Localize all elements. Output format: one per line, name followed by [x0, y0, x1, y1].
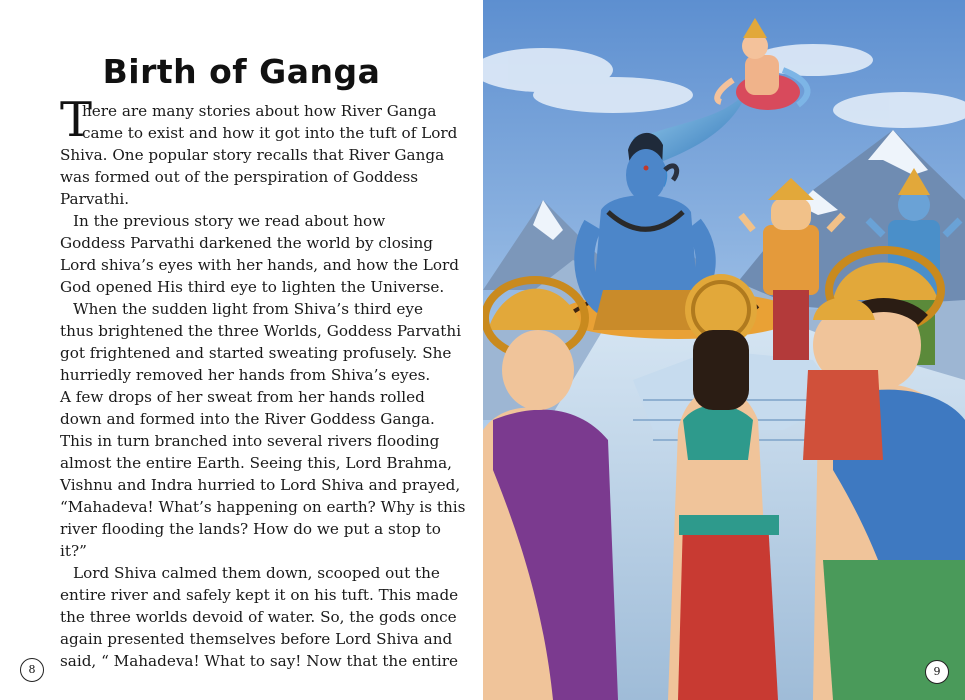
- text-line: Lord shiva’s eyes with her hands, and how the Lord: [60, 256, 459, 274]
- page-number-right: 9: [925, 660, 949, 684]
- text-line: Lord Shiva calmed them down, scooped out the: [73, 564, 440, 582]
- text-line: A few drops of her sweat from her hands rolled: [60, 388, 425, 406]
- text-line: came to exist and how it got into the tuft of Lord: [82, 124, 458, 142]
- text-line: thus brightened the three Worlds, Goddess Parvathi: [60, 322, 462, 340]
- text-line: “Mahadeva! What’s happening on earth? Why is this: [60, 498, 466, 516]
- chapter-title: Birth of Ganga: [102, 52, 381, 91]
- text-line: Goddess Parvathi darkened the world by closing: [60, 234, 434, 252]
- text-line: Vishnu and Indra hurried to Lord Shiva and prayed,: [60, 476, 461, 494]
- text-line: entire river and safely kept it on his tuft. This made: [60, 586, 459, 604]
- text-line: hurriedly removed her hands from Shiva’s eyes.: [60, 366, 431, 384]
- text-line: again presented themselves before Lord Shiva and: [60, 630, 453, 648]
- text-line: was formed out of the perspiration of Goddess: [60, 168, 419, 186]
- text-line: it?”: [60, 542, 87, 560]
- story-text: [60, 92, 466, 672]
- text-line: Parvathi.: [60, 190, 130, 208]
- text-line: river flooding the lands? How do we put a stop to: [60, 520, 441, 538]
- text-line: In the previous story we read about how: [73, 212, 386, 230]
- text-line: down and formed into the River Goddess Ganga.: [60, 410, 435, 428]
- text-line: almost the entire Earth. Seeing this, Lord Brahma,: [60, 454, 452, 472]
- text-line: said, “ Mahadeva! What to say! Now that the entire: [60, 652, 459, 670]
- text-line: When the sudden light from Shiva’s third eye: [73, 300, 423, 318]
- text-line-content: here are many stories about how River Ganga: [82, 102, 437, 120]
- right-page: [483, 0, 965, 700]
- illustration-shiva-ganga: [483, 0, 965, 700]
- text-line: This in turn branched into several rivers flooding: [60, 432, 440, 450]
- text-line: Shiva. One popular story recalls that River Ganga: [60, 146, 445, 164]
- drop-cap: T: [60, 92, 93, 148]
- text-line: got frightened and started sweating profusely. She: [60, 344, 452, 362]
- text-line: the three worlds devoid of water. So, the gods once: [60, 608, 457, 626]
- text-line: God opened His third eye to lighten the Universe.: [60, 278, 445, 296]
- page-number-left: 8: [20, 658, 44, 682]
